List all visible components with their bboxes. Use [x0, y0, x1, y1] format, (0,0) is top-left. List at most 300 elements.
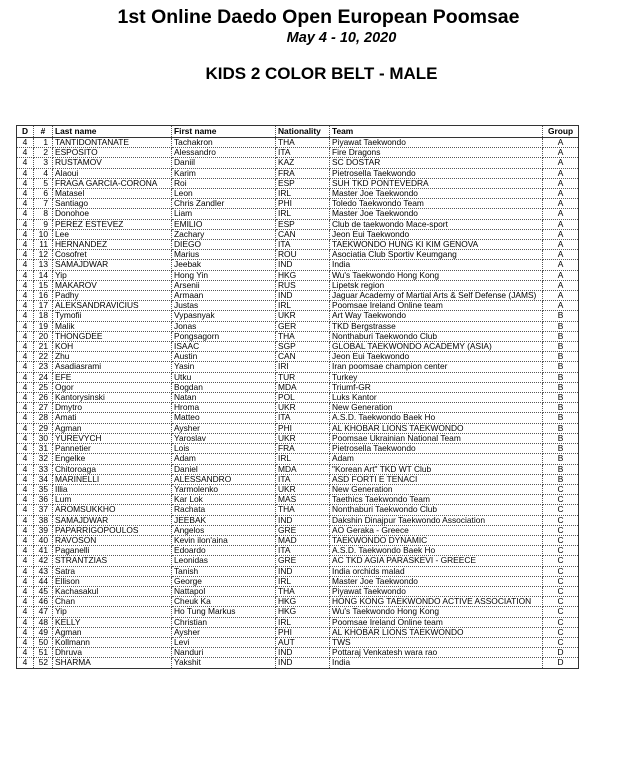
group-cell: A: [543, 168, 579, 178]
team-cell: SUH TKD PONTEVEDRA: [330, 178, 543, 188]
team-cell: A.S.D. Taekwondo Baek Ho: [330, 413, 543, 423]
team-cell: TAEKWONDO HUNG KI KIM GENOVA: [330, 240, 543, 250]
nationality-cell: HKG: [276, 607, 330, 617]
first-name-cell: George: [172, 576, 276, 586]
nationality-cell: CAN: [276, 229, 330, 239]
first-name-cell: Jeebak: [172, 260, 276, 270]
nationality-cell: CAN: [276, 352, 330, 362]
team-cell: Master Joe Taekwondo: [330, 209, 543, 219]
team-cell: Club de taekwondo Mace-sport: [330, 219, 543, 229]
team-cell: Nonthaburi Taekwondo Club: [330, 505, 543, 515]
division-cell: 4: [17, 209, 34, 219]
number-cell: 48: [34, 617, 53, 627]
number-cell: 41: [34, 546, 53, 556]
first-name-cell: Marius: [172, 250, 276, 260]
team-cell: SC DOSTAR: [330, 158, 543, 168]
team-cell: Luks Kantor: [330, 393, 543, 403]
last-name-cell: Alaoui: [53, 168, 172, 178]
team-cell: Jaguar Academy of Martial Arts & Self Defense (JAMS): [330, 291, 543, 301]
group-cell: A: [543, 209, 579, 219]
nationality-cell: IND: [276, 260, 330, 270]
group-cell: B: [543, 362, 579, 372]
last-name-cell: SAMAJDWAR: [53, 260, 172, 270]
last-name-cell: KELLY: [53, 617, 172, 627]
table-row: [17, 168, 579, 178]
first-name-cell: Angelos: [172, 525, 276, 535]
first-name-cell: Leon: [172, 189, 276, 199]
division-cell: 4: [17, 515, 34, 525]
group-cell: A: [543, 229, 579, 239]
last-name-cell: Chan: [53, 597, 172, 607]
group-cell: B: [543, 423, 579, 433]
group-cell: A: [543, 138, 579, 148]
division-cell: 4: [17, 484, 34, 494]
table-row: [17, 382, 579, 392]
last-name-cell: Yip: [53, 607, 172, 617]
team-cell: Art Way Taekwondo: [330, 311, 543, 321]
team-cell: Taethics Taekwondo Team: [330, 495, 543, 505]
first-name-cell: Natan: [172, 393, 276, 403]
first-name-cell: Yasin: [172, 362, 276, 372]
table-row: [17, 535, 579, 545]
first-name-cell: DIEGO: [172, 240, 276, 250]
first-name-cell: Levi: [172, 637, 276, 647]
nationality-cell: POL: [276, 393, 330, 403]
last-name-cell: TANTIDONTANATE: [53, 138, 172, 148]
first-name-cell: Liam: [172, 209, 276, 219]
group-cell: B: [543, 311, 579, 321]
team-cell: Wu's Taekwondo Hong Kong: [330, 607, 543, 617]
table-row: [17, 219, 579, 229]
team-cell: AO Geraka - Greece: [330, 525, 543, 535]
number-cell: 16: [34, 291, 53, 301]
first-name-cell: Aysher: [172, 627, 276, 637]
team-cell: Piyawat Taekwondo: [330, 138, 543, 148]
team-cell: Turkey: [330, 372, 543, 382]
group-cell: A: [543, 189, 579, 199]
team-cell: Asociatia Club Sportiv Keumgang: [330, 250, 543, 260]
number-cell: 52: [34, 658, 53, 668]
first-name-cell: JEEBAK: [172, 515, 276, 525]
nationality-cell: IND: [276, 515, 330, 525]
group-cell: A: [543, 260, 579, 270]
number-cell: 12: [34, 250, 53, 260]
number-cell: 37: [34, 505, 53, 515]
number-cell: 31: [34, 444, 53, 454]
first-name-cell: Kevin ilon'aina: [172, 535, 276, 545]
first-name-cell: EMILIO: [172, 219, 276, 229]
team-cell: Dakshin Dinajpur Taekwondo Association: [330, 515, 543, 525]
first-name-cell: Lois: [172, 444, 276, 454]
table-header-row: [17, 126, 579, 138]
team-cell: AL KHOBAR LIONS TAEKWONDO: [330, 627, 543, 637]
division-cell: 4: [17, 260, 34, 270]
nationality-cell: IRI: [276, 362, 330, 372]
division-cell: 4: [17, 240, 34, 250]
number-cell: 30: [34, 433, 53, 443]
table-row: [17, 556, 579, 566]
nationality-cell: THA: [276, 331, 330, 341]
group-cell: A: [543, 219, 579, 229]
nationality-cell: FRA: [276, 168, 330, 178]
team-cell: Poomsae Ukrainian National Team: [330, 433, 543, 443]
division-cell: 4: [17, 525, 34, 535]
nationality-cell: IRL: [276, 617, 330, 627]
group-cell: B: [543, 352, 579, 362]
nationality-cell: ITA: [276, 413, 330, 423]
group-cell: C: [543, 586, 579, 596]
number-cell: 15: [34, 280, 53, 290]
team-cell: New Generation: [330, 484, 543, 494]
first-name-cell: Roi: [172, 178, 276, 188]
first-name-cell: ALESSANDRO: [172, 474, 276, 484]
division-cell: 4: [17, 393, 34, 403]
number-cell: 49: [34, 627, 53, 637]
division-cell: 4: [17, 556, 34, 566]
division-cell: 4: [17, 331, 34, 341]
table-row: [17, 658, 579, 668]
group-cell: B: [543, 474, 579, 484]
number-cell: 51: [34, 648, 53, 658]
nationality-cell: GRE: [276, 525, 330, 535]
division-cell: 4: [17, 311, 34, 321]
division-cell: 4: [17, 433, 34, 443]
number-cell: 50: [34, 637, 53, 647]
nationality-cell: ROU: [276, 250, 330, 260]
last-name-cell: RAVOSON: [53, 535, 172, 545]
group-cell: B: [543, 464, 579, 474]
team-cell: Poomsae Ireland Online team: [330, 617, 543, 627]
column-header-first-name: First name: [172, 126, 276, 138]
column-header-number: #: [34, 126, 53, 138]
division-cell: 4: [17, 586, 34, 596]
last-name-cell: AROMSUKKHO: [53, 505, 172, 515]
number-cell: 13: [34, 260, 53, 270]
division-cell: 4: [17, 138, 34, 148]
first-name-cell: Yakshit: [172, 658, 276, 668]
number-cell: 32: [34, 454, 53, 464]
last-name-cell: STRANTZIAS: [53, 556, 172, 566]
number-cell: 17: [34, 301, 53, 311]
nationality-cell: MAS: [276, 495, 330, 505]
number-cell: 14: [34, 270, 53, 280]
group-cell: B: [543, 444, 579, 454]
number-cell: 42: [34, 556, 53, 566]
nationality-cell: ESP: [276, 219, 330, 229]
last-name-cell: PEREZ ESTEVEZ: [53, 219, 172, 229]
nationality-cell: TUR: [276, 372, 330, 382]
team-cell: Master Joe Taekwondo: [330, 189, 543, 199]
division-cell: 4: [17, 495, 34, 505]
column-header-team: Team: [330, 126, 543, 138]
group-cell: C: [543, 597, 579, 607]
team-cell: AC TKD AGIA PARASKEVI - GREECE: [330, 556, 543, 566]
table-row: [17, 525, 579, 535]
division-cell: 4: [17, 637, 34, 647]
nationality-cell: ITA: [276, 474, 330, 484]
number-cell: 21: [34, 342, 53, 352]
last-name-cell: Amati: [53, 413, 172, 423]
first-name-cell: Chris Zandler: [172, 199, 276, 209]
team-cell: India orchids malad: [330, 566, 543, 576]
group-cell: A: [543, 199, 579, 209]
division-cell: 4: [17, 444, 34, 454]
nationality-cell: IRL: [276, 576, 330, 586]
last-name-cell: Tymofii: [53, 311, 172, 321]
last-name-cell: Zhu: [53, 352, 172, 362]
first-name-cell: Nattapol: [172, 586, 276, 596]
last-name-cell: RUSTAMOV: [53, 158, 172, 168]
table-row: [17, 158, 579, 168]
group-cell: B: [543, 393, 579, 403]
last-name-cell: Dhruva: [53, 648, 172, 658]
table-row: [17, 474, 579, 484]
last-name-cell: MARINELLI: [53, 474, 172, 484]
last-name-cell: Agman: [53, 423, 172, 433]
group-cell: C: [543, 546, 579, 556]
division-cell: 4: [17, 413, 34, 423]
team-cell: Pietrosella Taekwondo: [330, 168, 543, 178]
division-cell: 4: [17, 403, 34, 413]
first-name-cell: Tachakron: [172, 138, 276, 148]
nationality-cell: KAZ: [276, 158, 330, 168]
last-name-cell: Matasel: [53, 189, 172, 199]
table-row: [17, 637, 579, 647]
first-name-cell: Aysher: [172, 423, 276, 433]
first-name-cell: ISAAC: [172, 342, 276, 352]
first-name-cell: Edoardo: [172, 546, 276, 556]
group-cell: C: [543, 556, 579, 566]
division-cell: 4: [17, 199, 34, 209]
division-cell: 4: [17, 291, 34, 301]
nationality-cell: ITA: [276, 546, 330, 556]
table-row: [17, 148, 579, 158]
column-header-nationality: Nationality: [276, 126, 330, 138]
first-name-cell: Pongsagorn: [172, 331, 276, 341]
last-name-cell: Lee: [53, 229, 172, 239]
team-cell: Pottaraj Venkatesh wara rao: [330, 648, 543, 658]
group-cell: B: [543, 342, 579, 352]
group-cell: C: [543, 484, 579, 494]
division-cell: 4: [17, 229, 34, 239]
number-cell: 6: [34, 189, 53, 199]
number-cell: 28: [34, 413, 53, 423]
first-name-cell: Vypasnyak: [172, 311, 276, 321]
first-name-cell: Hroma: [172, 403, 276, 413]
division-cell: 4: [17, 270, 34, 280]
team-cell: India: [330, 260, 543, 270]
table-row: [17, 240, 579, 250]
group-cell: A: [543, 250, 579, 260]
division-cell: 4: [17, 505, 34, 515]
nationality-cell: PHI: [276, 627, 330, 637]
division-cell: 4: [17, 617, 34, 627]
division-cell: 4: [17, 189, 34, 199]
first-name-cell: Daniil: [172, 158, 276, 168]
division-cell: 4: [17, 566, 34, 576]
table-row: [17, 423, 579, 433]
table-row: [17, 199, 579, 209]
table-row: [17, 627, 579, 637]
last-name-cell: PAPARRIGOPOULOS: [53, 525, 172, 535]
table-row: [17, 597, 579, 607]
number-cell: 20: [34, 331, 53, 341]
table-row: [17, 586, 579, 596]
division-cell: 4: [17, 546, 34, 556]
nationality-cell: MDA: [276, 382, 330, 392]
first-name-cell: Matteo: [172, 413, 276, 423]
division-cell: 4: [17, 658, 34, 668]
number-cell: 19: [34, 321, 53, 331]
division-cell: 4: [17, 535, 34, 545]
table-row: [17, 331, 579, 341]
team-cell: A.S.D. Taekwondo Baek Ho: [330, 546, 543, 556]
team-cell: AL KHOBAR LIONS TAEKWONDO: [330, 423, 543, 433]
table-row: [17, 291, 579, 301]
nationality-cell: IRL: [276, 454, 330, 464]
group-cell: C: [543, 566, 579, 576]
nationality-cell: AUT: [276, 637, 330, 647]
nationality-cell: UKR: [276, 311, 330, 321]
last-name-cell: Donohoe: [53, 209, 172, 219]
number-cell: 25: [34, 382, 53, 392]
team-cell: Poomsae Ireland Online team: [330, 301, 543, 311]
number-cell: 46: [34, 597, 53, 607]
table-row: [17, 229, 579, 239]
last-name-cell: Agman: [53, 627, 172, 637]
group-cell: C: [543, 515, 579, 525]
first-name-cell: Nanduri: [172, 648, 276, 658]
team-cell: "Korean Art" TKD WT Club: [330, 464, 543, 474]
nationality-cell: IND: [276, 291, 330, 301]
table-row: [17, 444, 579, 454]
table-row: [17, 311, 579, 321]
nationality-cell: ITA: [276, 240, 330, 250]
group-cell: A: [543, 148, 579, 158]
last-name-cell: Illia: [53, 484, 172, 494]
nationality-cell: RUS: [276, 280, 330, 290]
team-cell: Wu's Taekwondo Hong Kong: [330, 270, 543, 280]
team-cell: GLOBAL TAEKWONDO ACADEMY (ASIA): [330, 342, 543, 352]
last-name-cell: Cosofret: [53, 250, 172, 260]
table-row: [17, 250, 579, 260]
group-cell: C: [543, 576, 579, 586]
first-name-cell: Leonidas: [172, 556, 276, 566]
division-cell: 4: [17, 576, 34, 586]
last-name-cell: Chitoroaga: [53, 464, 172, 474]
first-name-cell: Yarmolenko: [172, 484, 276, 494]
table-row: [17, 454, 579, 464]
group-cell: A: [543, 291, 579, 301]
team-cell: Lipetsk region: [330, 280, 543, 290]
number-cell: 43: [34, 566, 53, 576]
table-row: [17, 280, 579, 290]
number-cell: 18: [34, 311, 53, 321]
nationality-cell: IRL: [276, 209, 330, 219]
division-cell: 4: [17, 464, 34, 474]
table-row: [17, 321, 579, 331]
first-name-cell: Armaan: [172, 291, 276, 301]
group-cell: B: [543, 372, 579, 382]
nationality-cell: THA: [276, 586, 330, 596]
number-cell: 34: [34, 474, 53, 484]
division-cell: 4: [17, 474, 34, 484]
team-cell: Pietrosella Taekwondo: [330, 444, 543, 454]
last-name-cell: Padhy: [53, 291, 172, 301]
division-cell: 4: [17, 168, 34, 178]
division-cell: 4: [17, 382, 34, 392]
division-cell: 4: [17, 648, 34, 658]
table-row: [17, 301, 579, 311]
table-row: [17, 403, 579, 413]
first-name-cell: Austin: [172, 352, 276, 362]
nationality-cell: THA: [276, 138, 330, 148]
number-cell: 7: [34, 199, 53, 209]
nationality-cell: PHI: [276, 199, 330, 209]
table-row: [17, 464, 579, 474]
team-cell: Jeon Eui Taekwondo: [330, 352, 543, 362]
last-name-cell: Kollmann: [53, 637, 172, 647]
number-cell: 44: [34, 576, 53, 586]
column-header-last-name: Last name: [53, 126, 172, 138]
division-cell: 4: [17, 158, 34, 168]
table-row: [17, 484, 579, 494]
table-row: [17, 617, 579, 627]
first-name-cell: Daniel: [172, 464, 276, 474]
group-cell: D: [543, 658, 579, 668]
column-header-group: Group: [543, 126, 579, 138]
group-cell: C: [543, 525, 579, 535]
table-row: [17, 413, 579, 423]
last-name-cell: Kantorysinski: [53, 393, 172, 403]
last-name-cell: YUREVYCH: [53, 433, 172, 443]
group-cell: C: [543, 627, 579, 637]
table-row: [17, 260, 579, 270]
team-cell: India: [330, 658, 543, 668]
last-name-cell: SHARMA: [53, 658, 172, 668]
number-cell: 9: [34, 219, 53, 229]
last-name-cell: Pannetier: [53, 444, 172, 454]
last-name-cell: FRAGA GARCIA-CORONA: [53, 178, 172, 188]
group-cell: B: [543, 331, 579, 341]
first-name-cell: Yaroslav: [172, 433, 276, 443]
team-cell: TAEKWONDO DYNAMIC: [330, 535, 543, 545]
number-cell: 47: [34, 607, 53, 617]
team-cell: Fire Dragons: [330, 148, 543, 158]
number-cell: 26: [34, 393, 53, 403]
table-row: [17, 209, 579, 219]
first-name-cell: Cheuk Ka: [172, 597, 276, 607]
table-row: [17, 566, 579, 576]
nationality-cell: IND: [276, 566, 330, 576]
group-cell: B: [543, 433, 579, 443]
column-header-d: D: [17, 126, 34, 138]
last-name-cell: Lum: [53, 495, 172, 505]
number-cell: 27: [34, 403, 53, 413]
number-cell: 3: [34, 158, 53, 168]
team-cell: Piyawat Taekwondo: [330, 586, 543, 596]
last-name-cell: Malik: [53, 321, 172, 331]
table-row: [17, 393, 579, 403]
last-name-cell: ALEKSANDRAVICIUS: [53, 301, 172, 311]
number-cell: 29: [34, 423, 53, 433]
number-cell: 1: [34, 138, 53, 148]
table-body: [17, 138, 579, 669]
group-cell: D: [543, 648, 579, 658]
division-cell: 4: [17, 597, 34, 607]
first-name-cell: Jonas: [172, 321, 276, 331]
last-name-cell: Santiago: [53, 199, 172, 209]
